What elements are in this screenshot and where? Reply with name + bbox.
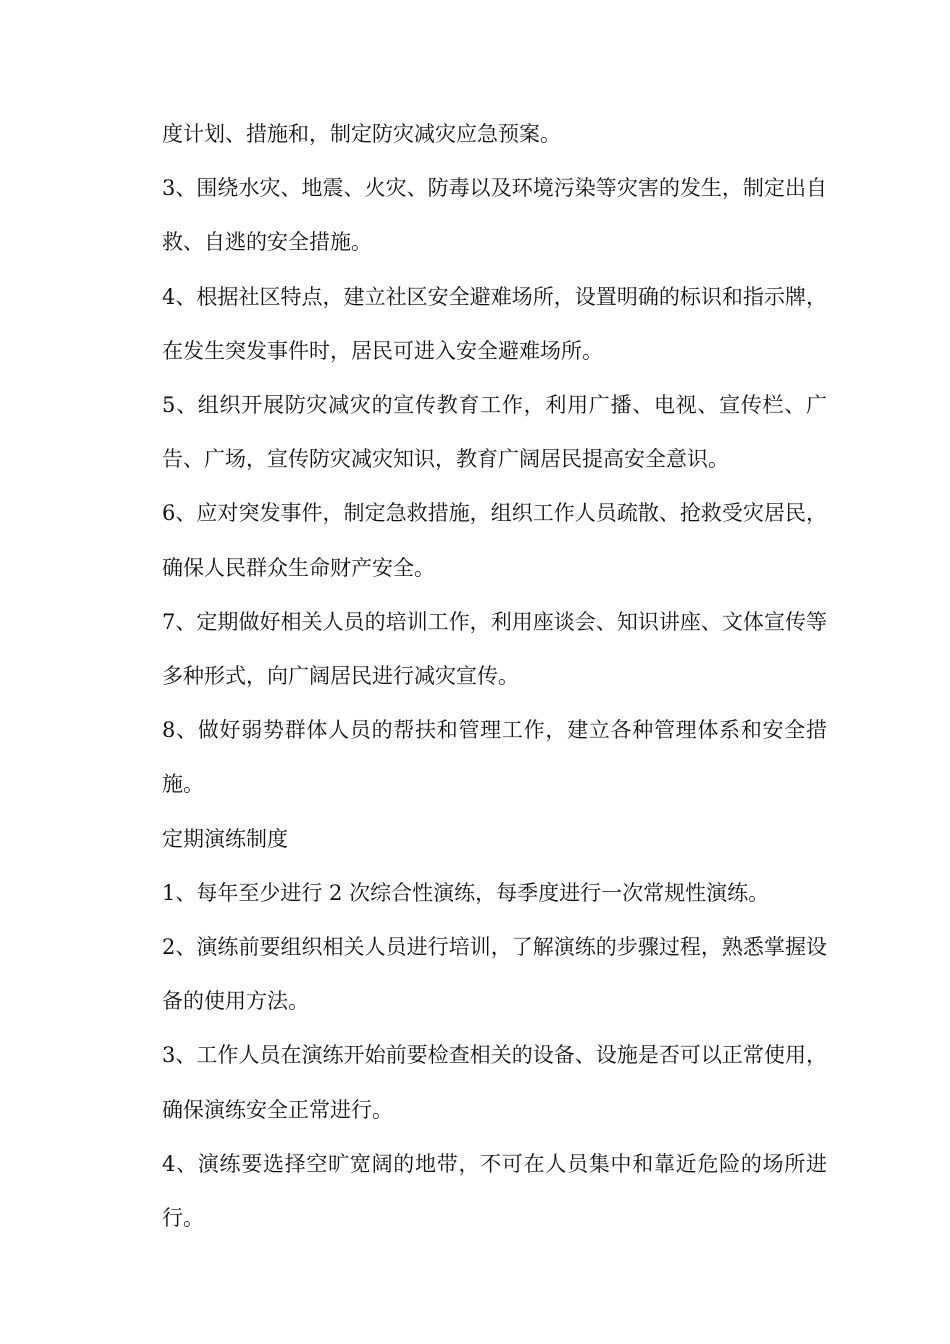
- drill-item-3: 3、工作人员在演练开始前要检查相关的设备、设施是否可以正常使用，确保演练安全正常进行。: [162, 1043, 827, 1122]
- paragraph-item-4: 4、根据社区特点，建立社区安全避难场所，设置明确的标识和指示牌，在发生突发事件时，居民可进入安全避难场所。: [162, 284, 827, 363]
- drill-item-1: 1、每年至少进行 2 次综合性演练，每季度进行一次常规性演练。: [162, 880, 770, 905]
- paragraph-continuation: 度计划、措施和，制定防灾减灾应急预案。: [162, 122, 561, 146]
- paragraph-item-5: 5、组织开展防灾减灾的宣传教育工作，利用广播、电视、宣传栏、广告、广场，宣传防灾减灾知识，教育广阔居民提高安全意识。: [162, 393, 827, 472]
- paragraph-item-8: 8、做好弱势群体人员的帮扶和管理工作，建立各种管理体系和安全措施。: [162, 718, 827, 797]
- drill-item-2: 2、演练前要组织相关人员进行培训，了解演练的步骤过程，熟悉掌握设备的使用方法。: [162, 935, 827, 1014]
- section-heading: 定期演练制度: [162, 826, 288, 851]
- paragraph-item-3: 3、围绕水灾、地震、火灾、防毒以及环境污染等灾害的发生，制定出自救、自逃的安全措施。: [162, 176, 827, 255]
- paragraph-item-7: 7、定期做好相关人员的培训工作，利用座谈会、知识讲座、文体宣传等多种形式，向广阔居民进行减灾宣传。: [162, 609, 827, 689]
- paragraph-item-6: 6、应对突发事件，制定急救措施，组织工作人员疏散、抢救受灾居民，确保人民群众生命财产安全。: [162, 501, 827, 580]
- drill-item-4: 4、演练要选择空旷宽阔的地带，不可在人员集中和靠近危险的场所进行。: [162, 1151, 827, 1231]
- document-body: [162, 107, 827, 1245]
